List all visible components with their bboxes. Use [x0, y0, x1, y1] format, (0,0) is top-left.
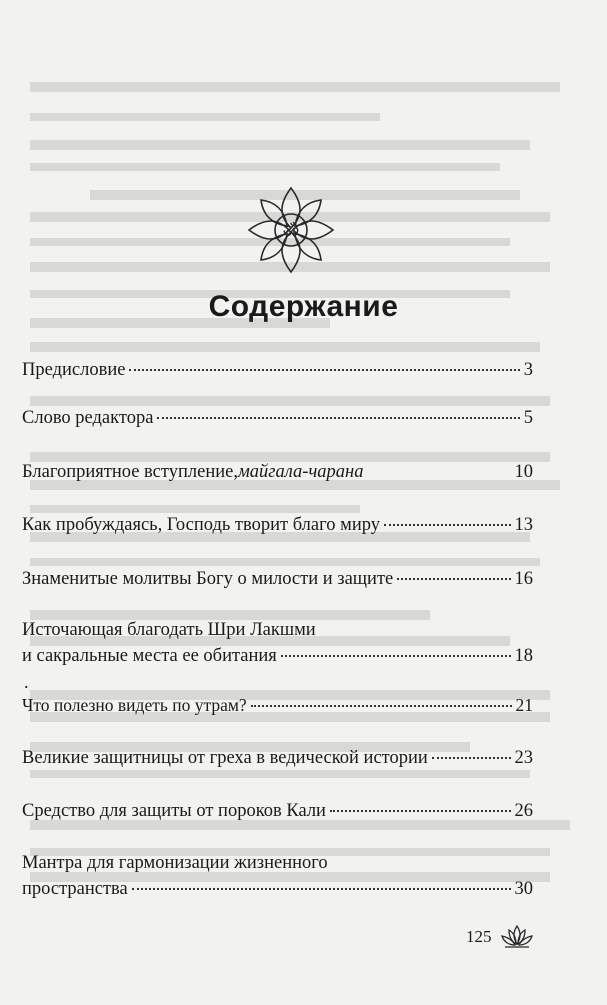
toc-entry-label-italic: майгала-чарана — [237, 462, 364, 482]
toc-entry[interactable] — [22, 459, 533, 485]
toc-entry-label: Слово редактора — [22, 408, 154, 428]
toc-entry-page: 10 — [514, 462, 533, 482]
toc-entry-page: 18 — [514, 646, 533, 666]
toc-entry-label-line1: Источающая благодать Шри Лакшми — [22, 620, 316, 640]
toc-entry-label-line1: Мантра для гармонизации жизненного — [22, 853, 328, 873]
toc-entry-label: Благоприятное вступление, — [22, 462, 238, 482]
page-number: 125 — [466, 927, 492, 946]
page-title: Содержание — [208, 290, 399, 323]
svg-text:ॐ: ॐ — [282, 221, 300, 242]
toc-entry-page: 21 — [515, 695, 533, 715]
toc-entry-label: Что полезно видеть по утрам? — [22, 695, 247, 715]
toc-entry[interactable] — [22, 512, 533, 538]
toc-entry-page: 16 — [514, 569, 533, 589]
toc-entry-page: 26 — [514, 801, 533, 821]
toc-entry[interactable] — [22, 692, 533, 718]
toc-entry-label: Средство для защиты от пороков Кали — [22, 801, 326, 821]
toc-entry-page: 30 — [514, 879, 533, 899]
dot-leader — [367, 471, 510, 473]
dot-leader — [132, 888, 511, 890]
lotus-icon — [500, 924, 534, 950]
dot-leader — [251, 705, 512, 707]
toc-entry[interactable] — [22, 745, 533, 771]
toc-entry-page: 13 — [514, 515, 533, 535]
toc-entry[interactable] — [22, 566, 533, 592]
toc-entry[interactable] — [22, 357, 533, 383]
toc-entry[interactable] — [22, 617, 533, 669]
dot-leader — [157, 417, 519, 419]
stray-mark: . — [24, 672, 29, 692]
toc-entry-page: 3 — [523, 360, 533, 380]
toc-entry-label: Предисловие — [22, 360, 126, 380]
dot-leader — [397, 578, 510, 580]
toc-entry-page: 5 — [523, 408, 533, 428]
page-footer — [466, 924, 534, 950]
dot-leader — [129, 369, 519, 371]
dot-leader — [281, 655, 511, 657]
dot-leader — [432, 757, 511, 759]
toc-entry-label: и сакральные места ее обитания — [22, 646, 277, 666]
toc-entry-label: Как пробуждаясь, Господь творит благо миру — [22, 515, 380, 535]
dot-leader — [384, 524, 511, 526]
toc-entry-page: 23 — [514, 748, 533, 768]
toc-entry-label: Великие защитницы от греха в ведической истории — [22, 748, 428, 768]
toc-entry[interactable] — [22, 850, 533, 902]
toc-entry[interactable] — [22, 405, 533, 431]
toc-entry[interactable] — [22, 798, 533, 824]
toc-entry-label: пространства — [22, 879, 128, 899]
toc-entry-label: Знаменитые молитвы Богу о милости и защите — [22, 569, 394, 589]
om-lotus-icon — [243, 182, 339, 278]
dot-leader — [330, 810, 511, 812]
